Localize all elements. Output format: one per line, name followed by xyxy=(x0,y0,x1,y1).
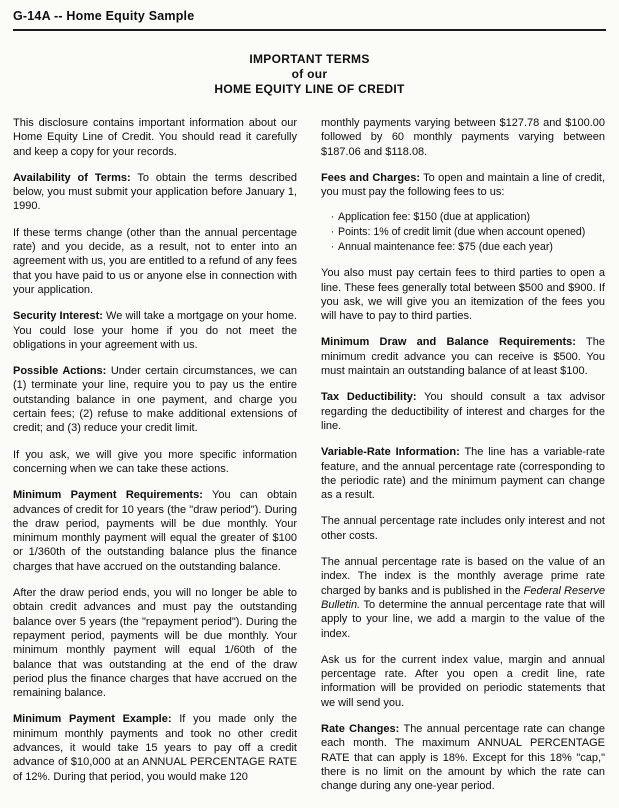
section-minimum-draw-and-balance xyxy=(321,335,605,378)
fee-list-item xyxy=(327,241,605,255)
paragraph-text: monthly payments varying between $127.78 and $100.00 followed by 60 monthly payments varying between $187.06 and $118.08. xyxy=(321,117,605,158)
bullet-icon: · xyxy=(330,211,335,224)
paragraph-text: You should consult a tax advisor regarding the deductibility of interest and charges for the line. xyxy=(321,391,605,432)
paragraph-text: The minimum credit advance you can receive is $500. You must maintain an outstanding balance of at least $100. xyxy=(321,336,605,378)
specific-information-paragraph xyxy=(13,448,297,477)
apr-interest-only-paragraph xyxy=(321,514,605,543)
section-heading: Minimum Draw and Balance Requirements: xyxy=(321,336,576,349)
paragraph-text: The annual percentage rate is based on the value of an index. The index is the monthly average prime rate charged by banks and is published in the xyxy=(321,556,605,597)
right-column xyxy=(321,116,605,805)
title-line-3: HOME EQUITY LINE OF CREDIT xyxy=(214,82,405,96)
paragraph-text: The line has a variable-rate feature, and the annual percentage rate (corresponding to the periodic rate) and the minimum payment can change as a result. xyxy=(321,446,606,502)
document-header xyxy=(13,9,606,31)
paragraph-text: If you made only the minimum monthly payments and took no other credit advances, it would take 15 years to pay off a credit advance of $10,000 at an ANNUAL PERCENTAGE RATE of 12%. During that period, you would make 120 xyxy=(13,713,297,783)
section-heading: Minimum Payment Example: xyxy=(13,713,172,726)
fee-list-item xyxy=(327,226,605,240)
section-fees-and-charges xyxy=(321,171,605,200)
fee-list xyxy=(327,211,605,254)
apr-index-paragraph xyxy=(321,555,605,641)
intro-paragraph xyxy=(13,116,297,159)
section-heading: Tax Deductibility: xyxy=(321,391,417,404)
paragraph-text: To obtain the terms described below, you must submit your application before January 1, 1990. xyxy=(13,171,297,213)
fee-item-text: Points: 1% of credit limit (due when account opened) xyxy=(338,226,586,239)
section-heading: Security Interest: xyxy=(13,310,103,323)
title-block xyxy=(13,52,606,97)
document-id-title: G-14A -- Home Equity Sample xyxy=(13,9,195,23)
paragraph-text: Ask us for the current index value, margin and annual percentage rate. After you open a credit line, rate information will be provided on periodic statements that we will send you. xyxy=(321,653,605,709)
title-line-1: IMPORTANT TERMS xyxy=(249,52,370,66)
paragraph-text: We will take a mortgage on your home. You could lose your home if you do not meet the obligations in your agreement with us. xyxy=(13,310,297,351)
section-heading: Variable-Rate Information: xyxy=(321,446,460,459)
paragraph-text: After the draw period ends, you will no longer be able to obtain credit advances and must pay the outstanding balance over 5 years (the "repayment period"). During the repayment period, payments will be due monthly. Your minimum monthly payment will equal 1/60th of the balance that was outstanding at the end of the draw period plus the finance charges that have accrued on the remaining balance. xyxy=(13,587,297,700)
paragraph-text: Under certain circumstances, we can (1) terminate your line, require you to pay us the entire outstanding balance in one payment, and charge you certain fees; (2) refuse to make additional extensions of credit; and (3) reduce your credit limit. xyxy=(13,365,298,435)
fee-list-item xyxy=(327,211,605,225)
paragraph-text: If these terms change (other than the annual percentage rate) and you decide, as a result, not to enter into an agreement with us, you are entitled to a refund of any fees that you have paid to us or anyone else in connection with your application. xyxy=(13,226,297,296)
bullet-icon: · xyxy=(330,226,335,239)
section-minimum-payment-example xyxy=(13,712,297,783)
left-column xyxy=(13,116,297,805)
current-index-ask-paragraph xyxy=(321,653,605,710)
paragraph-text: You can obtain advances of credit for 10 years (the "draw period"). During the draw period, payments will be due monthly. Your minimum monthly payment will equal the greater of $100 or 1/360th of the outstanding balance plus the finance charges that have accrued on the outstanding balance. xyxy=(13,489,297,573)
fee-item-text: Application fee: $150 (due at application) xyxy=(338,211,530,224)
section-rate-changes xyxy=(321,722,605,793)
fee-item-text: Annual maintenance fee: $75 (due each year) xyxy=(338,240,553,253)
section-heading: Rate Changes: xyxy=(321,722,400,735)
paragraph-text: You also must pay certain fees to third parties to open a line. These fees generally total between $500 and $900. If you ask, we will give you an itemization of the fees you will have to pay to third parties. xyxy=(321,267,605,323)
paragraph-text: This disclosure contains important information about our Home Equity Line of Credit. You should read it carefully and keep a copy for your records. xyxy=(13,117,297,158)
repayment-period-paragraph xyxy=(13,586,297,700)
third-party-fees-paragraph xyxy=(321,266,605,323)
title-line-2: of our xyxy=(291,67,328,81)
section-availability-of-terms xyxy=(13,171,297,214)
section-tax-deductibility xyxy=(321,390,605,433)
paragraph-text: The annual percentage rate can change each month. The maximum ANNUAL PERCENTAGE RATE that can apply is 18%. Except for this 18% "cap," there is no limit on the amount by which the rate can change during any one-year period. xyxy=(321,722,605,793)
section-heading: Availability of Terms: xyxy=(13,171,131,184)
section-possible-actions xyxy=(13,364,297,435)
payment-example-continued-paragraph xyxy=(321,116,605,159)
section-heading: Possible Actions: xyxy=(13,365,107,378)
section-heading: Fees and Charges: xyxy=(321,171,421,184)
section-security-interest xyxy=(13,309,297,352)
section-heading: Minimum Payment Requirements: xyxy=(13,489,203,502)
paragraph-text: To determine the annual percentage rate that will apply to your line, we add a margin to the value of the index. xyxy=(321,598,605,640)
bullet-icon: · xyxy=(330,240,335,253)
two-column-body xyxy=(13,116,606,805)
section-minimum-payment-requirements xyxy=(13,488,297,574)
paragraph-text: If you ask, we will give you more specific information concerning when we can take these actions. xyxy=(13,448,297,475)
paragraph-text: The annual percentage rate includes only interest and not other costs. xyxy=(321,515,605,542)
terms-change-refund-paragraph xyxy=(13,226,297,297)
section-variable-rate-information xyxy=(321,445,605,502)
paragraph-text: To open and maintain a line of credit, you must pay the following fees to us: xyxy=(321,171,606,199)
italic-citation: Federal Reserve Bulletin. xyxy=(321,584,605,611)
